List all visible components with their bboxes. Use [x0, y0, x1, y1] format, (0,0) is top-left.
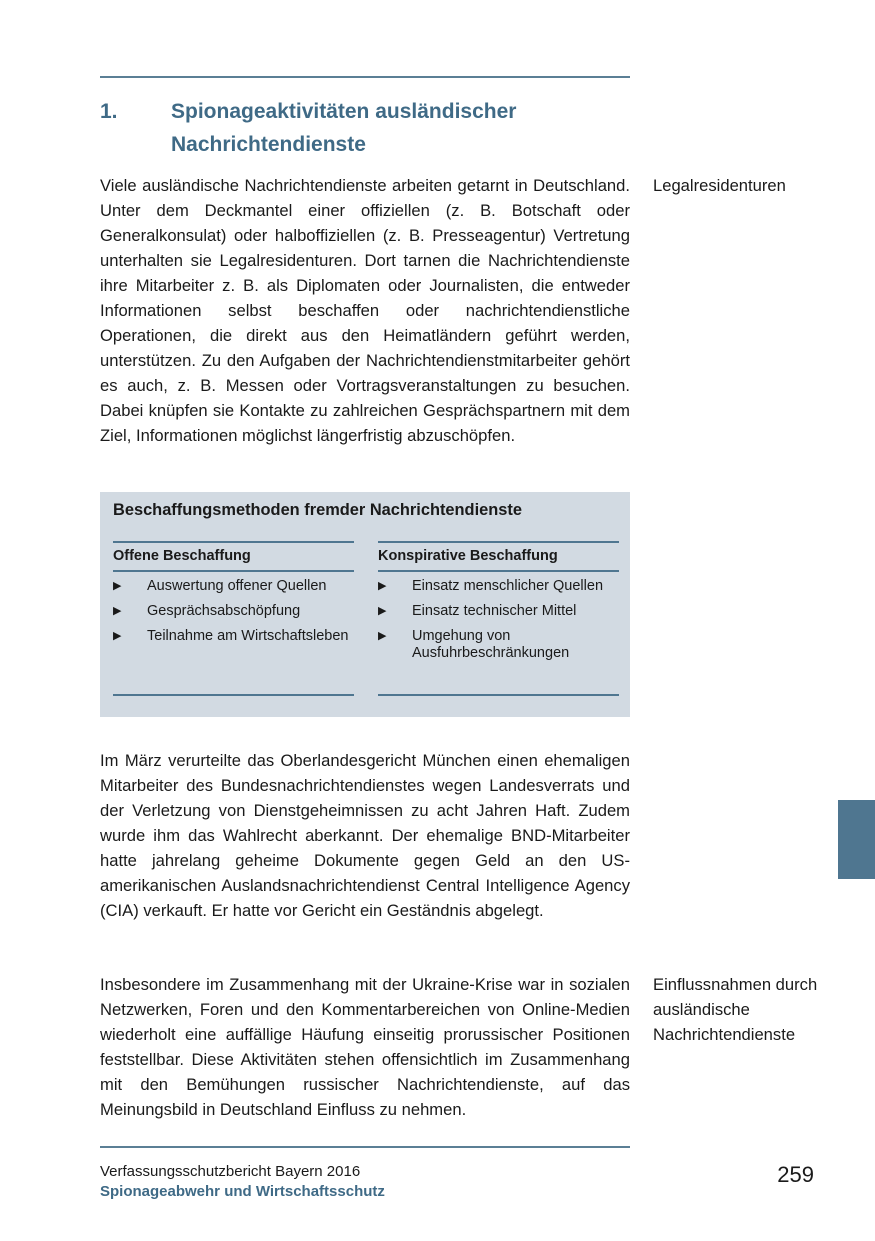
triangle-bullet-icon: ▶ [113, 580, 122, 592]
chapter-tab [838, 800, 875, 879]
section-title: Spionageaktivitäten ausländischer Nachrichtendienste [171, 100, 517, 156]
column-head-rule [378, 570, 619, 572]
info-box [100, 492, 630, 717]
margin-note-influence: Einflussnahmen durch ausländische Nachrichtendienste [653, 975, 818, 1044]
list-item: ▶ Umgehung von Ausfuhrbeschränkungen [378, 628, 570, 661]
margin-note-legalresidenturen: Legalresidenturen [653, 176, 786, 195]
footer-rule [100, 1146, 630, 1148]
paragraph-bnd-verdict: Im März verurteilte das Oberlandesgericht München einen ehemaligen Mitarbeiter des Bundesnachrichtendienstes wegen Landesverrats und der Verletzung von Dienstgeheimnissen zu acht Jahren Haft. Zudem wurde ihm das Wahlrecht aberkannt. Der ehemalige BND-Mitarbeiter hatte jahrelang geheime Dokumente gegen Geld an den US-amerikanischen Auslandsnachrichtendienst Central Intelligence Agency (CIA) verkauft. Er hatte vor Gericht ein Geständnis abgelegt. [100, 751, 630, 920]
list-item: ▶ Einsatz menschlicher Quellen [378, 578, 604, 594]
triangle-bullet-icon: ▶ [378, 630, 387, 642]
column-heading: Offene Beschaffung [113, 548, 251, 564]
info-box-title: Beschaffungsmethoden fremder Nachrichtendienste [113, 501, 522, 519]
bullet-list [113, 578, 354, 645]
column-heading: Konspirative Beschaffung [378, 548, 558, 564]
paragraph-influence: Insbesondere im Zusammenhang mit der Ukraine-Krise war in sozialen Netzwerken, Foren und den Kommentarbereichen von Online-Medien wiederholt eine auffällige Häufung einseitig prorussischer Positionen feststellbar. Diese Aktivitäten stehen offensichtlich im Zusammenhang mit den Bemühungen russischer Nachrichtendienste, auf das Meinungsbild in Deutschland Einfluss zu nehmen. [100, 975, 630, 1119]
section-number: 1. [100, 100, 118, 123]
bullet-list [378, 578, 619, 662]
top-rule [100, 76, 630, 78]
triangle-bullet-icon: ▶ [113, 605, 122, 617]
page-number: 259 [777, 1162, 814, 1187]
column-bottom-rule [113, 694, 354, 696]
footer-report-title: Verfassungsschutzbericht Bayern 2016 [100, 1163, 361, 1180]
triangle-bullet-icon: ▶ [378, 605, 387, 617]
list-item: ▶ Gesprächsabschöpfung [113, 603, 301, 619]
footer-chapter-title: Spionageabwehr und Wirtschaftsschutz [100, 1183, 385, 1200]
list-item: ▶ Einsatz technischer Mittel [378, 603, 577, 619]
triangle-bullet-icon: ▶ [378, 580, 387, 592]
list-item: ▶ Teilnahme am Wirtschaftsleben [113, 628, 349, 644]
paragraph-legalresidenturen: Viele ausländische Nachrichtendienste arbeiten getarnt in Deutschland. Unter dem Deckmantel einer offiziellen (z. B. Botschaft oder Generalkonsulat) oder halboffiziellen (z. B. Presseagentur) Vertretung unterhalten sie Legalresidenturen. Dort tarnen die Nachrichtendienste ihre Mitarbeiter z. B. als Diplomaten oder Journalisten, die entweder Informationen selbst beschaffen oder nachrichtendienstliche Operationen, die direkt aus den Heimatländern geführt werden, unterstützen. Zu den Aufgaben der Nachrichtendienstmitarbeiter gehört es auch, z. B. Messen oder Vortragsveranstaltungen zu besuchen. Dabei knüpfen sie Kontakte zu zahlreichen Gesprächspartnern mit dem Ziel, Informationen möglichst längerfristig abzuschöpfen. [100, 176, 630, 445]
column-head-rule [113, 570, 354, 572]
column-conspirative-procurement [378, 541, 619, 701]
triangle-bullet-icon: ▶ [113, 630, 122, 642]
column-bottom-rule [378, 694, 619, 696]
column-open-procurement [113, 541, 354, 701]
list-item: ▶ Auswertung offener Quellen [113, 578, 327, 594]
